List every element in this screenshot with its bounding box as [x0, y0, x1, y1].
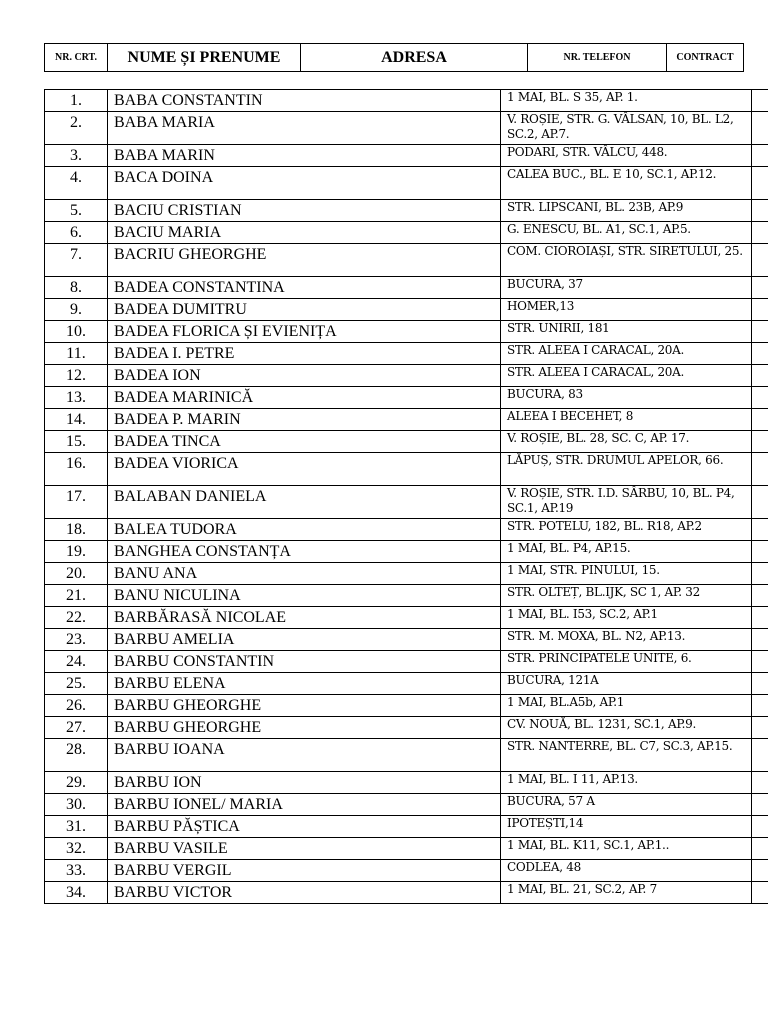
row-address: 1 MAI, BL.A5b, AP.1	[501, 695, 752, 717]
row-contract	[752, 695, 768, 717]
row-name: BARBU AMELIA	[108, 629, 501, 651]
row-name: BACIU MARIA	[108, 222, 501, 244]
table-row	[45, 585, 768, 607]
row-contract	[752, 453, 768, 486]
header-table	[44, 43, 744, 72]
header-nr-crt: NR. CRT.	[45, 44, 108, 72]
row-address: 1 MAI, STR. PINULUI, 15.	[501, 563, 752, 585]
table-row	[45, 541, 768, 563]
row-number: 21.	[45, 585, 108, 607]
row-address: 1 MAI, BL. I53, SC.2, AP.1	[501, 607, 752, 629]
row-number: 30.	[45, 794, 108, 816]
row-number: 6.	[45, 222, 108, 244]
row-address: IPOTEȘTI,14	[501, 816, 752, 838]
header-row	[45, 44, 744, 72]
row-number: 2.	[45, 112, 108, 145]
row-contract	[752, 145, 768, 167]
row-address: LĂPUȘ, STR. DRUMUL APELOR, 66.	[501, 453, 752, 486]
row-contract	[752, 585, 768, 607]
row-number: 26.	[45, 695, 108, 717]
row-address: V. ROȘIE, STR. G. VÂLSAN, 10, BL. L2, SC.2, AP.7.	[501, 112, 752, 145]
row-contract	[752, 607, 768, 629]
row-contract	[752, 541, 768, 563]
row-contract	[752, 772, 768, 794]
row-address: 1 MAI, BL. 21, SC.2, AP. 7	[501, 882, 752, 904]
row-number: 25.	[45, 673, 108, 695]
row-name: BABA CONSTANTIN	[108, 90, 501, 112]
table-row	[45, 200, 768, 222]
row-contract	[752, 717, 768, 739]
row-name: BADEA TINCA	[108, 431, 501, 453]
table-row	[45, 343, 768, 365]
row-address: V. ROȘIE, BL. 28, SC. C, AP. 17.	[501, 431, 752, 453]
row-name: BARBU GHEORGHE	[108, 695, 501, 717]
row-number: 12.	[45, 365, 108, 387]
table-row	[45, 277, 768, 299]
row-name: BACA DOINA	[108, 167, 501, 200]
row-name: BADEA VIORICA	[108, 453, 501, 486]
row-name: BARBU VERGIL	[108, 860, 501, 882]
row-number: 14.	[45, 409, 108, 431]
table-row	[45, 563, 768, 585]
row-address: STR. OLTEȚ, BL.IJK, SC 1, AP. 32	[501, 585, 752, 607]
row-number: 1.	[45, 90, 108, 112]
row-number: 9.	[45, 299, 108, 321]
row-number: 11.	[45, 343, 108, 365]
row-name: BANU ANA	[108, 563, 501, 585]
row-contract	[752, 860, 768, 882]
table-row	[45, 387, 768, 409]
row-contract	[752, 299, 768, 321]
row-contract	[752, 651, 768, 673]
row-name: BADEA DUMITRU	[108, 299, 501, 321]
row-name: BARBU PĂȘTICA	[108, 816, 501, 838]
row-address: BUCURA, 37	[501, 277, 752, 299]
row-name: BADEA I. PETRE	[108, 343, 501, 365]
row-name: BABA MARIA	[108, 112, 501, 145]
row-address: HOMER,13	[501, 299, 752, 321]
row-number: 34.	[45, 882, 108, 904]
row-contract	[752, 794, 768, 816]
row-name: BARBU ELENA	[108, 673, 501, 695]
table-row	[45, 695, 768, 717]
row-number: 23.	[45, 629, 108, 651]
row-number: 3.	[45, 145, 108, 167]
row-contract	[752, 277, 768, 299]
row-contract	[752, 739, 768, 772]
row-name: BARBU ION	[108, 772, 501, 794]
row-address: STR. ALEEA I CARACAL, 20A.	[501, 365, 752, 387]
row-address: STR. NANTERRE, BL. C7, SC.3, AP.15.	[501, 739, 752, 772]
table-row	[45, 629, 768, 651]
row-contract	[752, 112, 768, 145]
table-row	[45, 717, 768, 739]
table-row	[45, 673, 768, 695]
row-number: 16.	[45, 453, 108, 486]
row-contract	[752, 387, 768, 409]
row-address: ALEEA I BECEHET, 8	[501, 409, 752, 431]
row-address: STR. UNIRII, 181	[501, 321, 752, 343]
row-address: BUCURA, 121A	[501, 673, 752, 695]
row-number: 29.	[45, 772, 108, 794]
table-row	[45, 222, 768, 244]
row-address: V. ROȘIE, STR. I.D. SÂRBU, 10, BL. P4, SC.1, AP.19	[501, 486, 752, 519]
row-number: 19.	[45, 541, 108, 563]
table-row	[45, 794, 768, 816]
table-row	[45, 772, 768, 794]
row-contract	[752, 882, 768, 904]
row-name: BADEA P. MARIN	[108, 409, 501, 431]
table-row	[45, 453, 768, 486]
table-row	[45, 145, 768, 167]
row-name: BADEA MARINICĂ	[108, 387, 501, 409]
row-name: BADEA ION	[108, 365, 501, 387]
table-row	[45, 519, 768, 541]
row-name: BALEA TUDORA	[108, 519, 501, 541]
table-row	[45, 838, 768, 860]
row-number: 17.	[45, 486, 108, 519]
row-name: BADEA FLORICA ȘI EVIENIȚA	[108, 321, 501, 343]
row-number: 8.	[45, 277, 108, 299]
row-number: 5.	[45, 200, 108, 222]
row-address: 1 MAI, BL. K11, SC.1, AP.1..	[501, 838, 752, 860]
table-row	[45, 651, 768, 673]
row-contract	[752, 673, 768, 695]
header-contract: CONTRACT	[667, 44, 744, 72]
table-row	[45, 486, 768, 519]
row-contract	[752, 431, 768, 453]
table-row	[45, 244, 768, 277]
row-number: 33.	[45, 860, 108, 882]
table-row	[45, 607, 768, 629]
row-contract	[752, 90, 768, 112]
row-contract	[752, 321, 768, 343]
row-contract	[752, 816, 768, 838]
row-number: 4.	[45, 167, 108, 200]
table-row	[45, 860, 768, 882]
row-contract	[752, 486, 768, 519]
row-contract	[752, 200, 768, 222]
row-address: 1 MAI, BL. P4, AP.15.	[501, 541, 752, 563]
row-address: CALEA BUC., BL. E 10, SC.1, AP.12.	[501, 167, 752, 200]
row-number: 18.	[45, 519, 108, 541]
row-name: BARBU CONSTANTIN	[108, 651, 501, 673]
row-address: 1 MAI, BL. S 35, AP. 1.	[501, 90, 752, 112]
row-contract	[752, 167, 768, 200]
row-address: BUCURA, 57 A	[501, 794, 752, 816]
row-number: 13.	[45, 387, 108, 409]
row-contract	[752, 838, 768, 860]
row-number: 10.	[45, 321, 108, 343]
table-row	[45, 90, 768, 112]
table-row	[45, 882, 768, 904]
row-number: 24.	[45, 651, 108, 673]
table-row	[45, 431, 768, 453]
row-number: 32.	[45, 838, 108, 860]
row-address: STR. M. MOXA, BL. N2, AP.13.	[501, 629, 752, 651]
row-contract	[752, 629, 768, 651]
header-address: ADRESA	[301, 44, 528, 72]
header-name: NUME ȘI PRENUME	[108, 44, 301, 72]
row-contract	[752, 409, 768, 431]
row-name: BANU NICULINA	[108, 585, 501, 607]
row-number: 22.	[45, 607, 108, 629]
row-number: 28.	[45, 739, 108, 772]
row-address: 1 MAI, BL. I 11, AP.13.	[501, 772, 752, 794]
row-contract	[752, 519, 768, 541]
row-number: 7.	[45, 244, 108, 277]
row-name: BALABAN DANIELA	[108, 486, 501, 519]
row-name: BADEA CONSTANTINA	[108, 277, 501, 299]
row-address: BUCURA, 83	[501, 387, 752, 409]
table-row	[45, 409, 768, 431]
header-phone: NR. TELEFON	[528, 44, 667, 72]
table-row	[45, 816, 768, 838]
row-address: STR. ALEEA I CARACAL, 20A.	[501, 343, 752, 365]
row-address: STR. PRINCIPATELE UNITE, 6.	[501, 651, 752, 673]
row-address: PODARI, STR. VÂLCU, 448.	[501, 145, 752, 167]
table-row	[45, 739, 768, 772]
row-contract	[752, 343, 768, 365]
table-row	[45, 112, 768, 145]
row-name: BARBU IONEL/ MARIA	[108, 794, 501, 816]
records-table	[44, 89, 768, 904]
row-name: BACRIU GHEORGHE	[108, 244, 501, 277]
table-row	[45, 321, 768, 343]
row-contract	[752, 365, 768, 387]
row-contract	[752, 222, 768, 244]
row-address: STR. LIPSCANI, BL. 23B, AP.9	[501, 200, 752, 222]
row-name: BANGHEA CONSTANȚA	[108, 541, 501, 563]
row-name: BARBU VASILE	[108, 838, 501, 860]
row-number: 27.	[45, 717, 108, 739]
row-address: CODLEA, 48	[501, 860, 752, 882]
row-number: 31.	[45, 816, 108, 838]
row-contract	[752, 244, 768, 277]
row-name: BACIU CRISTIAN	[108, 200, 501, 222]
row-address: G. ENESCU, BL. A1, SC.1, AP.5.	[501, 222, 752, 244]
row-name: BARBU IOANA	[108, 739, 501, 772]
row-name: BARBĂRASĂ NICOLAE	[108, 607, 501, 629]
row-address: STR. POTELU, 182, BL. R18, AP.2	[501, 519, 752, 541]
row-address: COM. CIOROIAȘI, STR. SIRETULUI, 25.	[501, 244, 752, 277]
table-row	[45, 167, 768, 200]
records-body	[45, 90, 768, 904]
row-address: CV. NOUĂ, BL. 1231, SC.1, AP.9.	[501, 717, 752, 739]
row-number: 15.	[45, 431, 108, 453]
row-name: BABA MARIN	[108, 145, 501, 167]
table-row	[45, 365, 768, 387]
row-number: 20.	[45, 563, 108, 585]
row-name: BARBU VICTOR	[108, 882, 501, 904]
row-contract	[752, 563, 768, 585]
table-row	[45, 299, 768, 321]
row-name: BARBU GHEORGHE	[108, 717, 501, 739]
